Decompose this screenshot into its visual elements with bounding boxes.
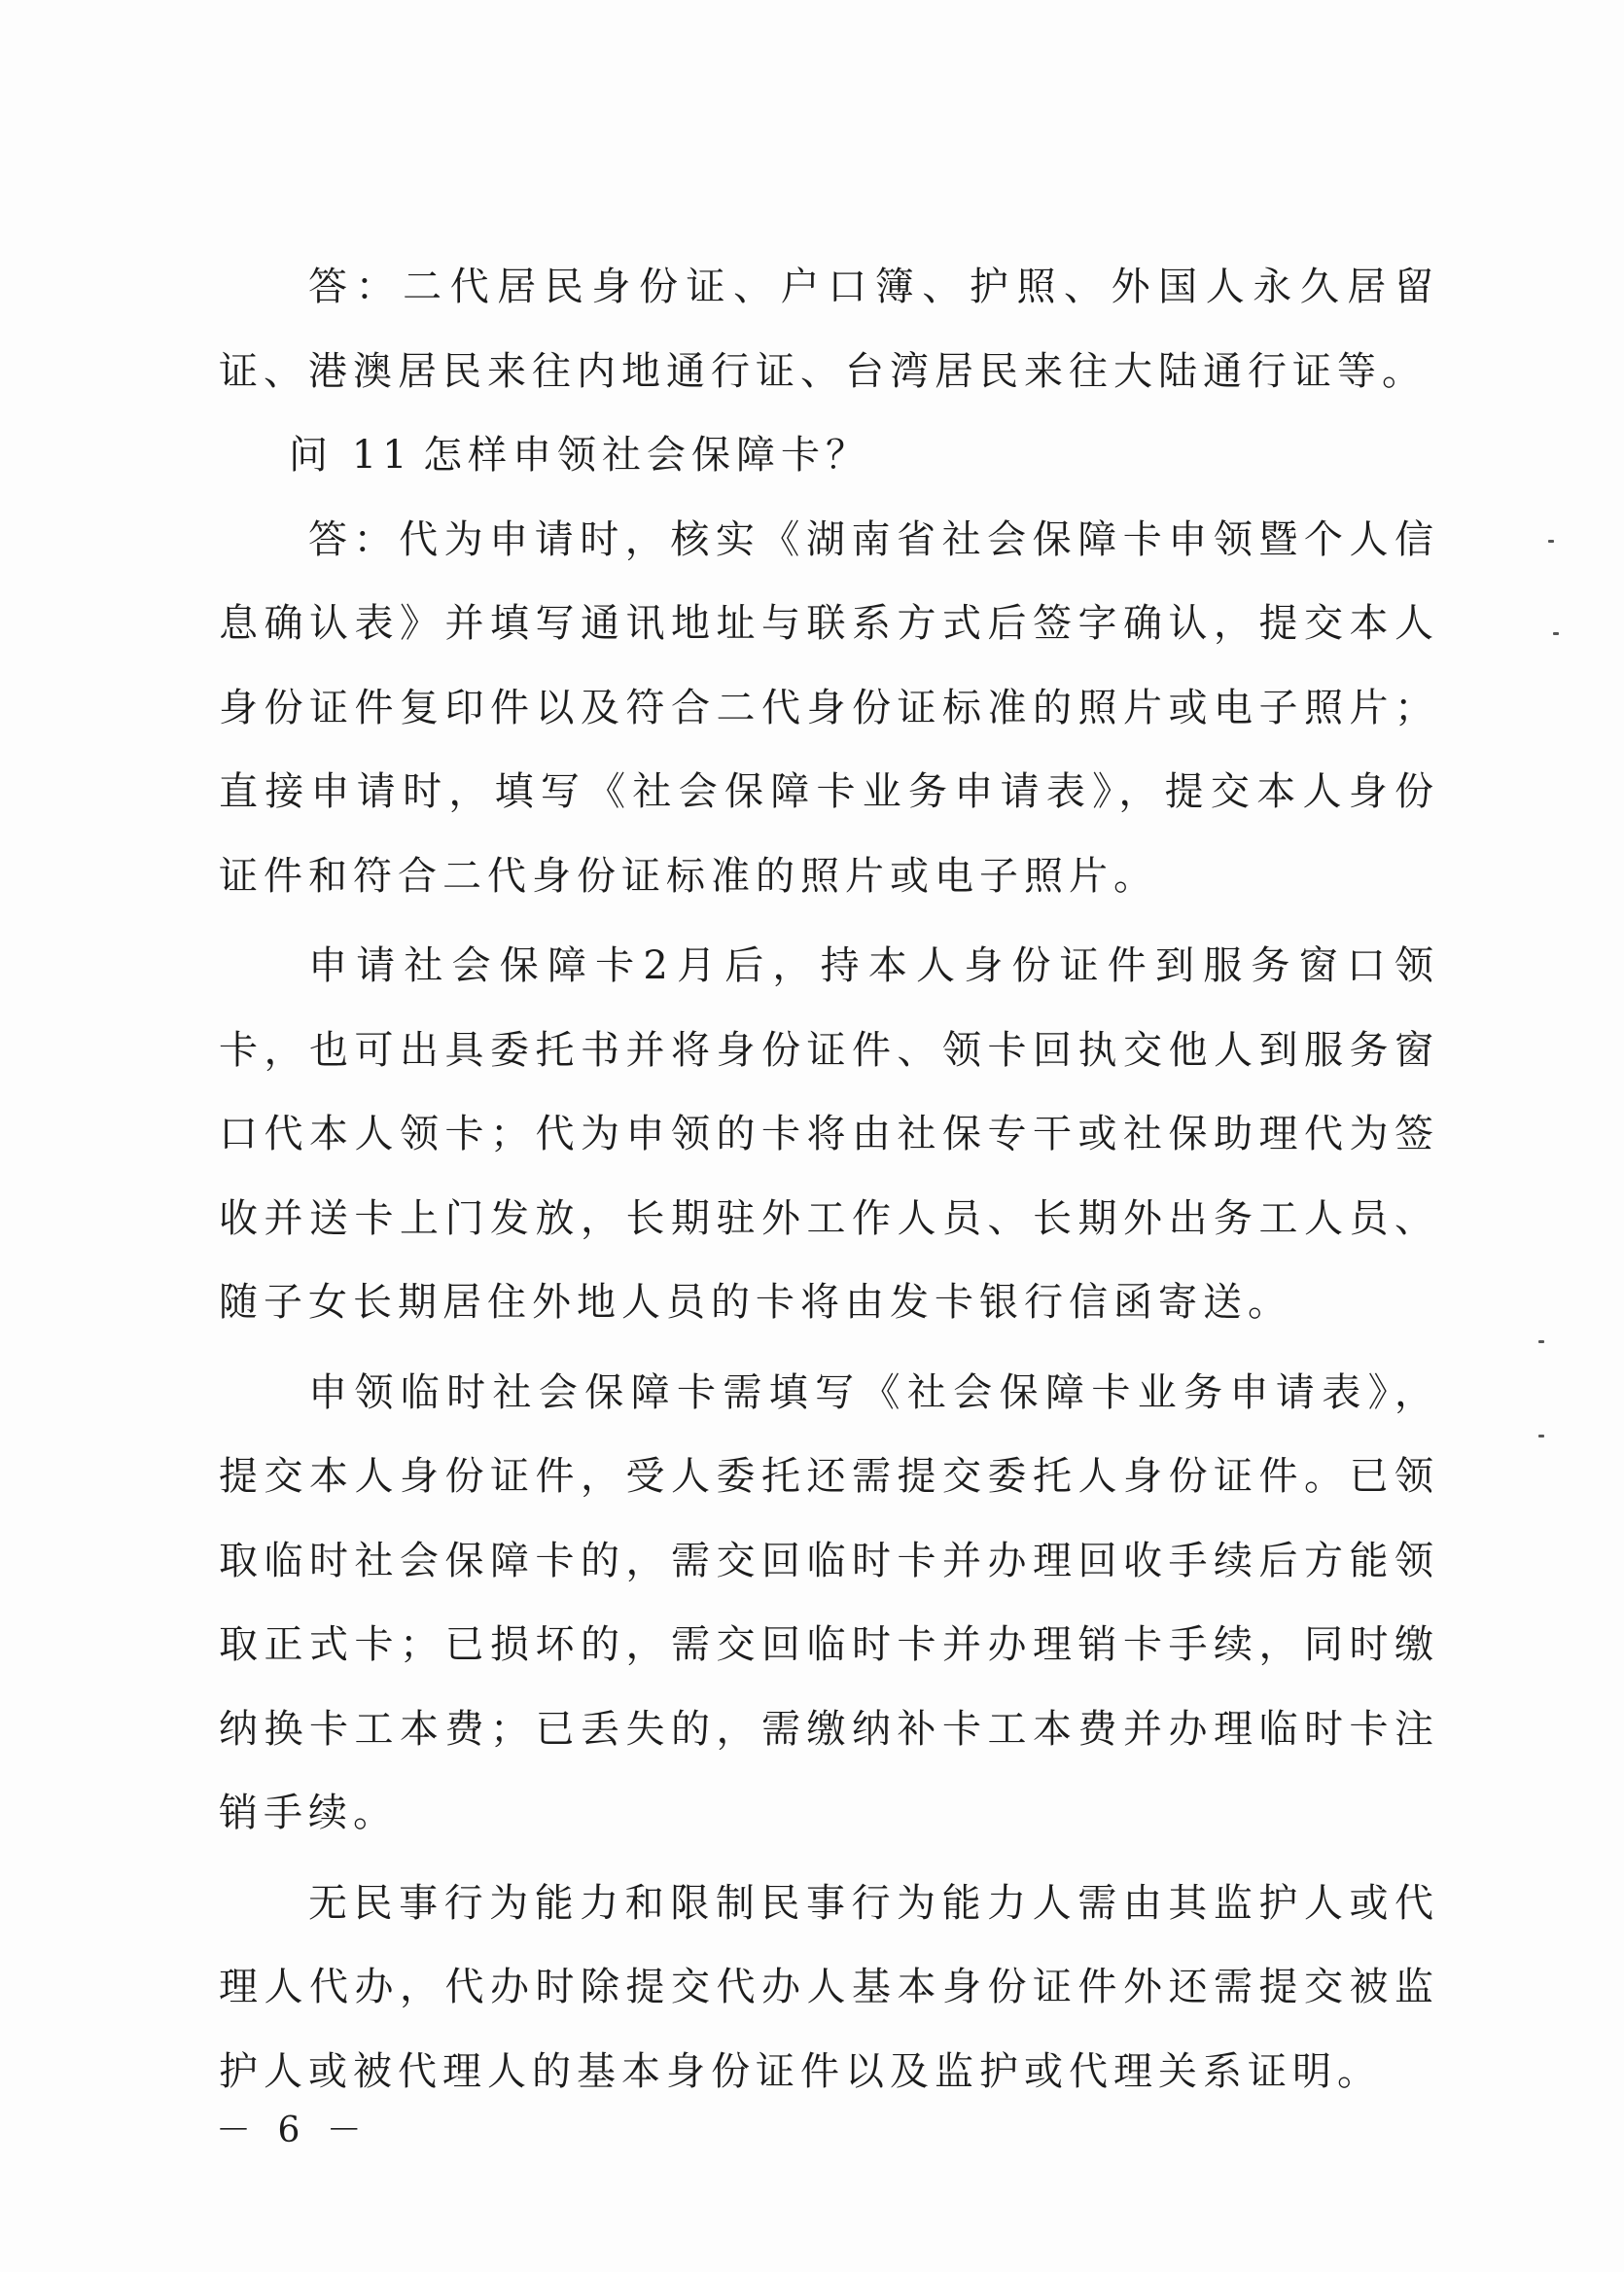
scan-speck bbox=[1553, 632, 1559, 635]
answer-paragraph: 申请社会保障卡2月后，持本人身份证件到服务窗口领卡，也可出具委托书并将身份证件、领卡回执交他人到服务窗口代本人领卡；代为申领的卡将由社保专干或社保助理代为签收并送卡上门发放，长期驻外工作人员、长期外出务工人员、随子女长期居住外地人员的卡将由发卡银行信函寄送。 bbox=[219, 943, 1439, 1325]
answer-paragraph: 申领临时社会保障卡需填写《社会保障卡业务申请表》，提交本人身份证件，受人委托还需提交委托人身份证件。已领取临时社会保障卡的，需交回临时卡并办理回收手续后方能领取正式卡；已损坏的，需交回临时卡并办理销卡手续，同时缴纳换卡工本费；已丢失的，需缴纳补卡工本费并办理临时卡注销手续。 bbox=[219, 1369, 1439, 1835]
document-body bbox=[219, 245, 1439, 2113]
scan-speck bbox=[1538, 1435, 1544, 1438]
scan-speck bbox=[1538, 1340, 1544, 1343]
question-text: 怎样申领社会保障卡？ bbox=[423, 433, 870, 478]
question-number: 问 11 bbox=[289, 433, 413, 478]
scan-speck bbox=[1548, 540, 1554, 543]
answer-paragraph: 答：代为申请时，核实《湖南省社会保障卡申领暨个人信息确认表》并填写通讯地址与联系方式后签字确认，提交本人身份证件复印件以及符合二代身份证标准的照片或电子照片；直接申请时，填写《社会保障卡业务申请表》，提交本人身份证件和符合二代身份证标准的照片或电子照片。 bbox=[219, 516, 1439, 899]
page-number: － 6 － bbox=[216, 2111, 370, 2150]
answer-paragraph: 无民事行为能力和限制民事行为能力人需由其监护人或代理人代办，代办时除提交代办人基本身份证件外还需提交被监护人或被代理人的基本身份证件以及监护或代理关系证明。 bbox=[219, 1880, 1439, 2094]
answer-paragraph-previous: 答：二代居民身份证、户口簿、护照、外国人永久居留证、港澳居民来往内地通行证、台湾居民来往大陆通行证等。 bbox=[219, 265, 1439, 394]
question-11 bbox=[219, 413, 1439, 498]
